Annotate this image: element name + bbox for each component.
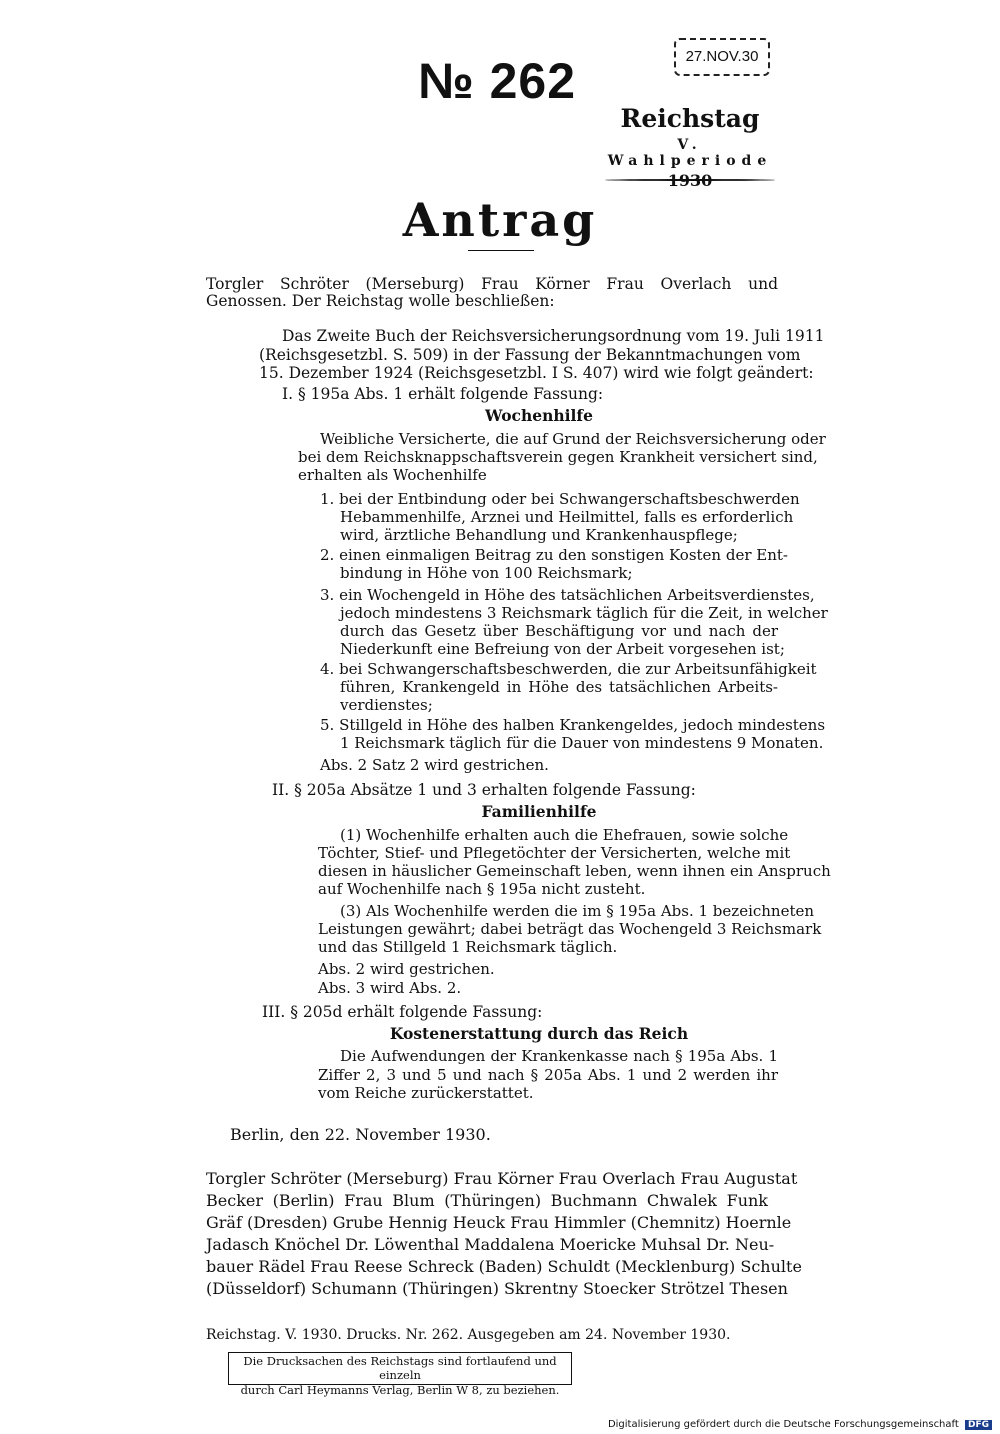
signatory-line: Gräf (Dresden) Grube Hennig Heuck Frau Himmler (Chemnitz) Hoernle (206, 1213, 792, 1232)
section-1-note: Abs. 2 Satz 2 wird gestrichen. (320, 756, 549, 774)
list-item-5: 5. Stillgeld in Höhe des halben Krankengeldes, jedoch mindestens (320, 716, 826, 734)
list-item-4: verdienstes; (340, 696, 433, 714)
signatory-line: bauer Rädel Frau Reese Schreck (Baden) Schuldt (Mecklenburg) Schulte (206, 1257, 802, 1276)
section-1-title: Wochenhilfe (485, 406, 593, 425)
list-item-1: 1. bei der Entbindung oder bei Schwangerschaftsbeschwerden (320, 490, 800, 508)
section-1-text: erhalten als Wochenhilfe (298, 466, 487, 484)
publisher-notice-line: durch Carl Heymanns Verlag, Berlin W 8, zu beziehen. (240, 1383, 560, 1397)
list-item-3: Niederkunft eine Befreiung von der Arbeit vorgesehen ist; (340, 640, 785, 658)
document-number: № 262 (418, 53, 577, 109)
document-title: Antrag (402, 193, 598, 247)
signatory-line: Jadasch Knöchel Dr. Löwenthal Maddalena Moericke Muhsal Dr. Neu- (206, 1235, 775, 1254)
section-3-text: vom Reiche zurückerstattet. (318, 1084, 534, 1102)
publisher-notice-line: Die Drucksachen des Reichstags sind fortlaufend und einzeln (243, 1354, 557, 1382)
section-2-para-1: diesen in häuslicher Gemeinschaft leben, wenn ihnen ein Anspruch (318, 862, 831, 880)
section-3-text: Die Aufwendungen der Krankenkasse nach § 195a Abs. 1 (340, 1047, 778, 1065)
reichstag-label: Reichstag (620, 104, 760, 133)
reichstag-header (605, 104, 775, 190)
dfg-logo: DFG (965, 1420, 992, 1430)
list-item-4: führen, Krankengeld in Höhe des tatsächlichen Arbeits- (340, 678, 778, 696)
section-2-note: Abs. 2 wird gestrichen. (318, 960, 495, 978)
list-item-1: Hebammenhilfe, Arznei und Heilmittel, falls es erforderlich (340, 508, 794, 526)
section-2-para-1: Töchter, Stief- und Pflegetöchter der Versicherten, welche mit (318, 844, 791, 862)
signatory-line: (Düsseldorf) Schumann (Thüringen) Skrentny Stoecker Strötzel Thesen (206, 1279, 788, 1298)
section-2-para-1: auf Wochenhilfe nach § 195a nicht zusteht. (318, 880, 646, 898)
section-2-para-3: (3) Als Wochenhilfe werden die im § 195a Abs. 1 bezeichneten (340, 902, 815, 920)
section-2-note: Abs. 3 wird Abs. 2. (318, 979, 462, 997)
list-item-2: 2. einen einmaligen Beitrag zu den sonstigen Kosten der Ent- (320, 546, 788, 564)
header-rule (605, 179, 775, 181)
publisher-notice-box (228, 1352, 572, 1397)
year-label: 1930 (667, 171, 713, 190)
intro-line-1: Torgler Schröter (Merseburg) Frau Körner Frau Overlach und (206, 275, 778, 293)
list-item-1: wird, ärztliche Behandlung und Krankenhauspflege; (340, 526, 738, 544)
intro-line-2: Genossen. Der Reichstag wolle beschließen: (206, 292, 555, 310)
print-info: Reichstag. V. 1930. Drucks. Nr. 262. Ausgegeben am 24. November 1930. (206, 1327, 731, 1343)
list-item-3: 3. ein Wochengeld in Höhe des tatsächlichen Arbeitsverdienstes, (320, 586, 815, 604)
list-item-2: bindung in Höhe von 100 Reichsmark; (340, 564, 633, 582)
section-3-heading: III. § 205d erhält folgende Fassung: (262, 1003, 543, 1021)
preamble-line: 15. Dezember 1924 (Reichsgesetzbl. I S. 407) wird wie folgt geändert: (259, 364, 814, 382)
section-2-para-3: Leistungen gewährt; dabei beträgt das Wochengeld 3 Reichsmark (318, 920, 822, 938)
signatory-line: Becker (Berlin) Frau Blum (Thüringen) Buchmann Chwalek Funk (206, 1191, 768, 1210)
section-2-heading: II. § 205a Absätze 1 und 3 erhalten folgende Fassung: (272, 781, 696, 799)
section-3-title: Kostenerstattung durch das Reich (389, 1024, 689, 1043)
signatory-line: Torgler Schröter (Merseburg) Frau Körner Frau Overlach Frau Augustat (206, 1169, 798, 1188)
section-1-heading: I. § 195a Abs. 1 erhält folgende Fassung: (282, 385, 604, 403)
date-stamp: 27.NOV.30 (674, 38, 770, 76)
section-2-title: Familienhilfe (481, 802, 597, 821)
list-item-4: 4. bei Schwangerschaftsbeschwerden, die zur Arbeitsunfähigkeit (320, 660, 817, 678)
section-3-text: Ziffer 2, 3 und 5 und nach § 205a Abs. 1 und 2 werden ihr (318, 1066, 778, 1084)
wahlperiode-label: V. Wahlperiode (607, 137, 773, 169)
preamble-line: (Reichsgesetzbl. S. 509) in der Fassung der Bekanntmachungen vom (259, 346, 801, 364)
section-1-text: Weibliche Versicherte, die auf Grund der Reichsversicherung oder (320, 430, 826, 448)
section-2-para-1: (1) Wochenhilfe erhalten auch die Ehefrauen, sowie solche (340, 826, 789, 844)
title-rule (468, 250, 534, 251)
digitization-credit (608, 1419, 992, 1430)
digitization-text: Digitalisierung gefördert durch die Deutsche Forschungsgemeinschaft (607, 1419, 959, 1430)
section-1-text: bei dem Reichsknappschaftsverein gegen Krankheit versichert sind, (298, 448, 818, 466)
date-line: Berlin, den 22. November 1930. (230, 1125, 491, 1144)
section-2-para-3: und das Stillgeld 1 Reichsmark täglich. (318, 938, 618, 956)
preamble-line: Das Zweite Buch der Reichsversicherungsordnung vom 19. Juli 1911 (282, 327, 825, 345)
list-item-3: durch das Gesetz über Beschäftigung vor und nach der (340, 622, 778, 640)
list-item-3: jedoch mindestens 3 Reichsmark täglich für die Zeit, in welcher (340, 604, 828, 622)
list-item-5: 1 Reichsmark täglich für die Dauer von mindestens 9 Monaten. (340, 734, 824, 752)
